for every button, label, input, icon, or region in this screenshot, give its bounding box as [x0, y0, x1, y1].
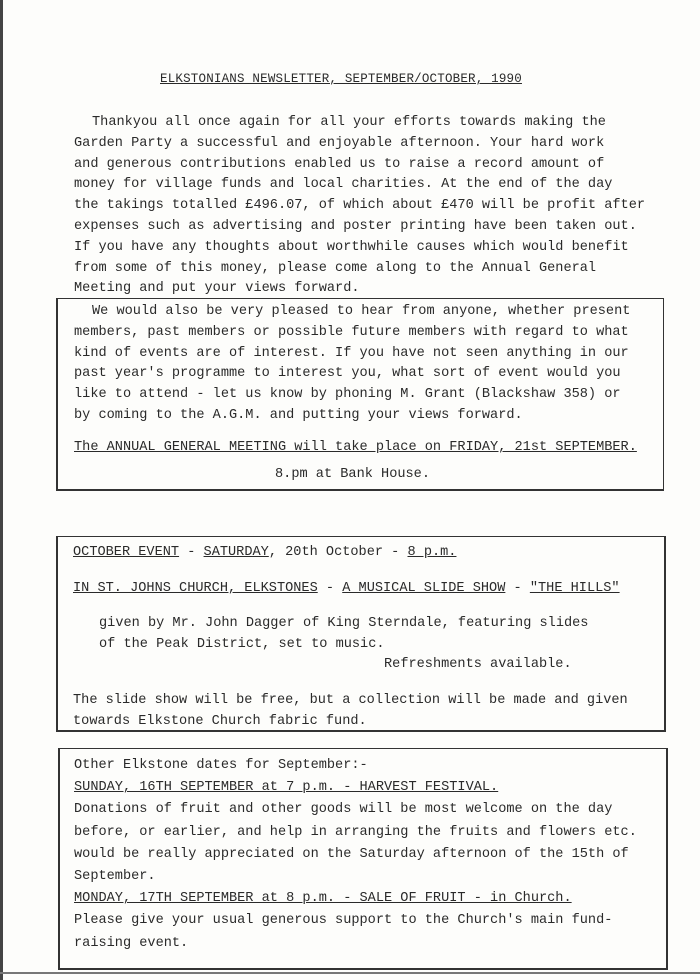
separator: - — [505, 581, 530, 596]
box-line: past year's programme to interest you, what sort of event would you — [74, 366, 621, 382]
refreshments-note: Refreshments available. — [384, 657, 572, 672]
paragraph-line: expenses such as advertising and poster printing have been taken out. — [74, 218, 637, 234]
paragraph-line: from some of this money, please come along to the Annual General — [74, 260, 597, 276]
agm-box-text — [74, 302, 630, 427]
church-slide-show-heading — [73, 581, 620, 596]
event-date: , 20th October - — [268, 545, 408, 560]
event-day: SATURDAY — [203, 545, 269, 560]
box-line: by coming to the A.G.M. and putting your views forward. — [74, 407, 523, 423]
paragraph-line: and generous contributions enabled us to raise a record amount of — [74, 156, 605, 172]
support-line: Please give your usual generous support to the Church's main fund- — [74, 913, 613, 929]
show-name: "THE HILLS" — [529, 581, 620, 596]
paragraph-line: Thankyou all once again for all your efforts towards making the — [92, 115, 606, 130]
scan-edge-left — [0, 0, 3, 980]
paragraph-line: money for village funds and local charities. At the end of the day — [74, 177, 613, 193]
october-event-heading — [73, 545, 456, 560]
donations-line: Donations of fruit and other goods will be most welcome on the day — [74, 802, 613, 818]
garden-party-paragraph — [74, 113, 674, 300]
paragraph-line: the takings totalled £496.07, of which about £470 will be profit after — [74, 198, 646, 214]
donations-line: would be really appreciated on the Saturday afternoon of the 15th of — [74, 846, 629, 862]
scan-edge-bottom — [0, 972, 700, 974]
box-line: kind of events are of interest. If you have not seen anything in our — [74, 345, 629, 361]
september-dates-text — [74, 755, 637, 955]
agm-box — [56, 298, 664, 491]
agm-time-location: 8.pm at Bank House. — [275, 467, 430, 482]
separator: - — [179, 545, 204, 560]
donations-line: September. — [74, 868, 156, 884]
paragraph-line: Garden Party a successful and enjoyable afternoon. Your hard work — [74, 135, 605, 151]
presenter-line: of the Peak District, set to music. — [99, 637, 385, 652]
separator: - — [317, 581, 343, 596]
collection-note: The slide show will be free, but a collection will be made and given — [73, 693, 628, 708]
event-label: OCTOBER EVENT — [73, 545, 180, 560]
paragraph-line: Meeting and put your views forward. — [74, 281, 360, 297]
slide-show-title: A MUSICAL SLIDE SHOW — [342, 581, 506, 596]
box-line: like to attend - let us know by phoning M. Grant (Blackshaw 358) or — [74, 387, 621, 403]
sale-of-fruit-heading: MONDAY, 17TH SEPTEMBER at 8 p.m. - SALE OF FRUIT - in Church. — [74, 891, 572, 907]
september-dates-box — [58, 748, 668, 970]
paragraph-line: If you have any thoughts about worthwhile causes which would benefit — [74, 239, 629, 255]
dates-heading: Other Elkstone dates for September:- — [74, 758, 368, 773]
agm-announcement: The ANNUAL GENERAL MEETING will take place on FRIDAY, 21st SEPTEMBER. — [74, 440, 637, 455]
harvest-festival-heading: SUNDAY, 16TH SEPTEMBER at 7 p.m. - HARVEST FESTIVAL. — [74, 780, 499, 796]
donations-line: before, or earlier, and help in arranging the fruits and flowers etc. — [74, 824, 637, 840]
october-event-box — [56, 536, 666, 732]
support-line: raising event. — [74, 935, 189, 951]
box-line: We would also be very pleased to hear from anyone, whether present — [92, 304, 631, 319]
collection-note: towards Elkstone Church fabric fund. — [73, 714, 367, 729]
box-line: members, past members or possible future members with regard to what — [74, 324, 629, 340]
church-name: IN ST. JOHNS CHURCH, ELKSTONES — [73, 581, 318, 596]
newsletter-title: ELKSTONIANS NEWSLETTER, SEPTEMBER/OCTOBER, 1990 — [160, 72, 522, 86]
event-time: 8 p.m. — [407, 545, 457, 560]
presenter-line: given by Mr. John Dagger of King Sterndale, featuring slides — [99, 616, 589, 631]
